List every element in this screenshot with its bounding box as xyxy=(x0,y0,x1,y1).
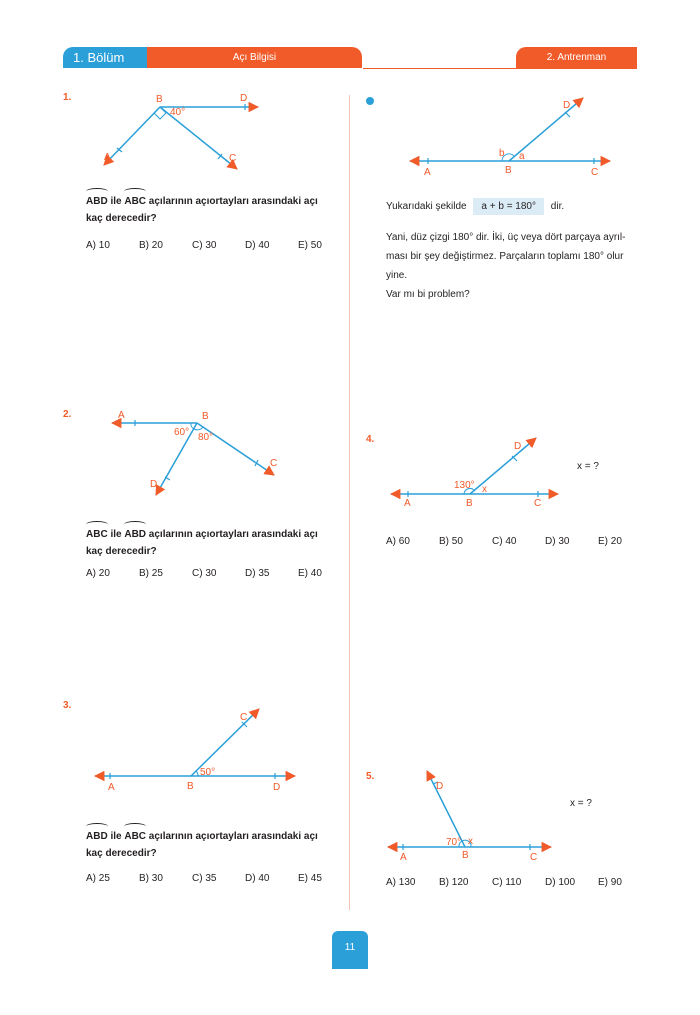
q3-number: 3. xyxy=(63,700,72,711)
note-label-d: D xyxy=(563,100,571,111)
bullet-dot xyxy=(366,97,374,105)
q5-number: 5. xyxy=(366,771,375,782)
q3-question xyxy=(86,828,346,862)
note-paragraph xyxy=(386,228,646,304)
q1-option-d[interactable]: D) 40 xyxy=(245,240,270,251)
q3-mid: ile xyxy=(107,831,125,842)
q5-label-b: B xyxy=(462,850,469,861)
q5-label-c: C xyxy=(530,852,538,863)
q4-ask: x = ? xyxy=(577,461,599,472)
q3-options xyxy=(86,873,351,884)
q1-label-a: A xyxy=(104,152,111,163)
q2-label-b: B xyxy=(202,411,209,422)
note-formula: a + b = 180° xyxy=(473,198,544,215)
note-label-a-angle: a xyxy=(519,151,525,162)
q4-option-a[interactable]: A) 60 xyxy=(386,536,410,547)
q3-label-c: C xyxy=(240,712,248,723)
topic-title: Açı Bilgisi xyxy=(147,47,362,68)
q2-rest: açılarının açıortayları arasındaki açı xyxy=(146,529,318,540)
q1-arc2: ABC xyxy=(124,193,146,210)
q5-figure xyxy=(385,765,555,865)
note-para-line1: Yani, düz çizgi 180° dir. İki, üç veya dört parçaya ayrıl- xyxy=(386,232,626,243)
q2-arc1: ABC xyxy=(86,526,108,543)
q1-number: 1. xyxy=(63,92,72,103)
q3-arc2: ABC xyxy=(124,828,146,845)
q2-angle2-label: 80° xyxy=(198,432,214,443)
q5-angle-label: 70° xyxy=(446,837,462,848)
q2-option-e[interactable]: E) 40 xyxy=(298,568,322,579)
q5-label-d: D xyxy=(436,781,444,792)
q4-option-b[interactable]: B) 50 xyxy=(439,536,463,547)
q4-option-c[interactable]: C) 40 xyxy=(492,536,517,547)
q2-label-a: A xyxy=(118,410,125,421)
q4-x-label: x xyxy=(482,484,487,495)
q3-arc1: ABD xyxy=(86,828,108,845)
q1-options xyxy=(86,240,351,251)
q3-rest: açılarının açıortayları arasındaki açı xyxy=(146,831,318,842)
q4-figure xyxy=(388,432,563,512)
q3-angle-label: 50° xyxy=(200,767,216,778)
q1-question xyxy=(86,193,346,227)
note-line1-pre: Yukarıdaki şekilde xyxy=(386,201,467,212)
q4-options xyxy=(386,536,651,547)
q4-label-b: B xyxy=(466,498,473,509)
q3-option-d[interactable]: D) 40 xyxy=(245,873,270,884)
q4-number: 4. xyxy=(366,434,375,445)
note-label-b: B xyxy=(505,165,512,176)
q1-option-e[interactable]: E) 50 xyxy=(298,240,322,251)
note-para-line4: Var mı bi problem? xyxy=(386,289,470,300)
q2-option-b[interactable]: B) 25 xyxy=(139,568,163,579)
q5-option-c[interactable]: C) 110 xyxy=(492,877,522,888)
q3-option-b[interactable]: B) 30 xyxy=(139,873,163,884)
column-divider xyxy=(349,95,350,910)
page-number: 11 xyxy=(332,931,368,969)
q2-label-d: D xyxy=(150,479,158,490)
q5-x-label: x xyxy=(468,836,473,847)
q5-label-a: A xyxy=(400,852,407,863)
q1-label-b: B xyxy=(156,94,163,105)
q4-label-d: D xyxy=(514,441,522,452)
q3-label-a: A xyxy=(108,782,115,793)
note-label-b-angle: b xyxy=(499,148,505,159)
note-label-a: A xyxy=(424,167,431,178)
q4-label-a: A xyxy=(404,498,411,509)
q5-option-a[interactable]: A) 130 xyxy=(386,877,416,888)
q4-option-d[interactable]: D) 30 xyxy=(545,536,570,547)
q2-option-a[interactable]: A) 20 xyxy=(86,568,110,579)
note-line1-post: dir. xyxy=(550,201,565,212)
q2-label-c: C xyxy=(270,458,278,469)
q1-rest: açılarının açıortayları arasındaki açı xyxy=(146,196,318,207)
q3-option-c[interactable]: C) 35 xyxy=(192,873,217,884)
q1-option-a[interactable]: A) 10 xyxy=(86,240,110,251)
q1-figure xyxy=(90,88,280,178)
q4-label-c: C xyxy=(534,498,542,509)
q1-angle-label: 40° xyxy=(170,107,186,118)
q1-option-c[interactable]: C) 30 xyxy=(192,240,217,251)
q1-label-d: D xyxy=(240,93,248,104)
q1-option-b[interactable]: B) 20 xyxy=(139,240,163,251)
q2-mid: ile xyxy=(107,529,125,540)
q3-option-a[interactable]: A) 25 xyxy=(86,873,110,884)
note-figure xyxy=(405,93,615,178)
q3-line2: kaç derecedir? xyxy=(86,848,157,859)
q1-mid: ile xyxy=(107,196,125,207)
note-formula-line xyxy=(386,197,564,216)
q2-figure xyxy=(100,405,290,500)
q4-option-e[interactable]: E) 20 xyxy=(598,536,622,547)
q5-ask: x = ? xyxy=(570,798,592,809)
note-label-c: C xyxy=(591,167,599,178)
note-para-line3: yine. xyxy=(386,270,408,281)
q2-number: 2. xyxy=(63,409,72,420)
q1-arc1: ABD xyxy=(86,193,108,210)
q3-figure xyxy=(90,702,305,797)
q2-option-d[interactable]: D) 35 xyxy=(245,568,270,579)
q3-option-e[interactable]: E) 45 xyxy=(298,873,322,884)
q4-angle-label: 130° xyxy=(454,480,475,491)
q5-options xyxy=(386,877,651,888)
note-para-line2: ması bir şey değiştirmez. Parçaların toplamı 180° olur xyxy=(386,251,624,262)
header-rule xyxy=(363,68,637,69)
q3-label-b: B xyxy=(187,781,194,792)
q3-label-d: D xyxy=(273,782,281,793)
q2-angle1-label: 60° xyxy=(174,427,190,438)
q1-line2: kaç derecedir? xyxy=(86,213,157,224)
q2-line2: kaç derecedir? xyxy=(86,546,157,557)
q2-options xyxy=(86,568,351,579)
q2-arc2: ABD xyxy=(124,526,146,543)
q5-option-e[interactable]: E) 90 xyxy=(598,877,622,888)
q5-option-b[interactable]: B) 120 xyxy=(439,877,469,888)
q1-label-c: C xyxy=(229,153,237,164)
q2-option-c[interactable]: C) 30 xyxy=(192,568,217,579)
chapter-badge: 1. Bölüm xyxy=(63,47,147,68)
q2-question xyxy=(86,526,346,560)
q5-option-d[interactable]: D) 100 xyxy=(545,877,576,888)
section-title: 2. Antrenman xyxy=(516,47,637,68)
